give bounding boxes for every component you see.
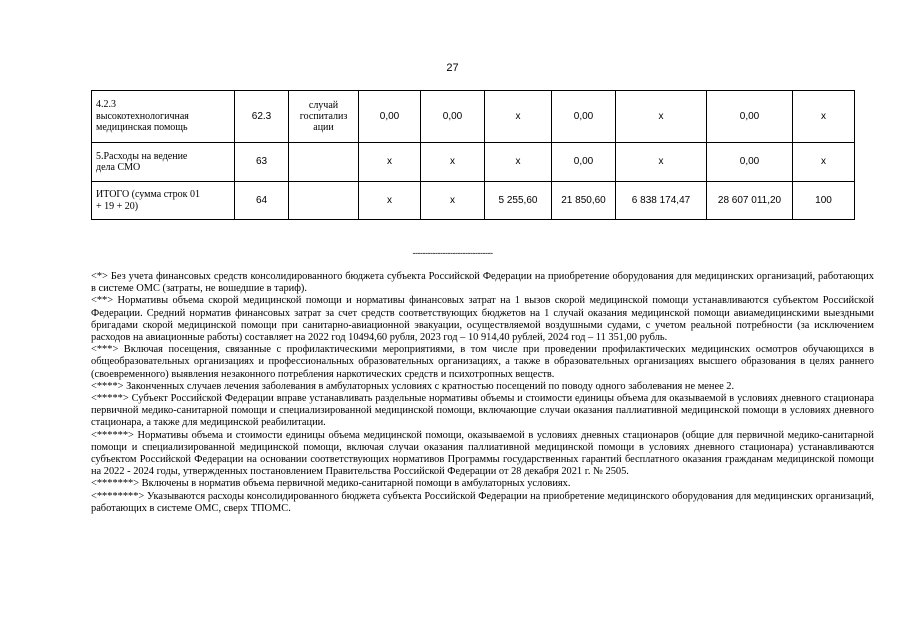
value-cell: x [421, 182, 485, 220]
unit-cell: случай госпитализ ации [289, 91, 359, 143]
value-cell: 21 850,60 [552, 182, 616, 220]
value-cell: 0,00 [552, 91, 616, 143]
value-cell: x [793, 143, 855, 182]
footnotes [91, 271, 874, 515]
value-cell: 100 [793, 182, 855, 220]
financial-table [91, 90, 855, 220]
value-cell: 0,00 [552, 143, 616, 182]
footnote: <********> Указываются расходы консолидированного бюджета субъекта Российской Федерации на приобретение медицинского оборудования для медицинских организаций, работающих в системе ОМС, сверх ТПОМС. [91, 490, 874, 514]
table-row [92, 143, 855, 182]
value-cell: x [616, 91, 707, 143]
table-row [92, 182, 855, 220]
value-cell: 0,00 [359, 91, 421, 143]
footnote: <****> Законченных случаев лечения заболевания в амбулаторных условиях с кратностью посещений по поводу одного заболевания не менее 2. [91, 380, 735, 392]
footnote: <***> Включая посещения, связанные с профилактическими мероприятиями, в том числе при проведении профилактических медицинских осмотров обучающихся в общеобразовательных организациях и профессиональных образовательных организациях, а также в образовательных организациях высшего образования в целях раннего (своевременного) выявления незаконного потребления наркотических средств и психотропных веществ. [91, 344, 874, 380]
footnote-separator: -------------------------------- [412, 248, 493, 258]
row-number-cell: 63 [235, 143, 289, 182]
row-name-cell: ИТОГО (сумма строк 01 + 19 + 20) [92, 182, 235, 220]
value-cell: x [793, 91, 855, 143]
footnote: <*> Без учета финансовых средств консолидированного бюджета субъекта Российской Федерации на приобретение оборудования для медицинских организаций, работающих в системе ОМС (затраты, не вошедшие в тариф). [91, 271, 874, 295]
footnote: <*****> Субъект Российской Федерации вправе устанавливать раздельные нормативы объемы и стоимости единицы объема для оказываемой в условиях дневного стационара первичной медико-санитарной помощи и специализированной медицинской помощи, включающие случаи оказания паллиативной медицинской помощи в условиях дневного стационара, а также для медицинской реабилитации. [91, 393, 874, 429]
value-cell: 0,00 [707, 91, 793, 143]
value-cell: x [616, 143, 707, 182]
value-cell: 28 607 011,20 [707, 182, 793, 220]
row-name-cell: 5.Расходы на ведение дела СМО [92, 143, 235, 182]
value-cell: x [485, 91, 552, 143]
row-number-cell: 64 [235, 182, 289, 220]
value-cell: 5 255,60 [485, 182, 552, 220]
footnote: <******> Нормативы объема и стоимости единицы объема медицинской помощи, оказываемой в условиях дневных стационаров (общие для первичной медико-санитарной помощи и специализированной медицинской помощи, включая случаи оказания паллиативной медицинской помощи в условиях дневного стационара) устанавливаются субъектом Российской Федерации на основании соответствующих нормативов Программы государственных гарантий бесплатного оказания гражданам медицинской помощи на 2022 - 2024 годы, утвержденных постановлением Правительства Российской Федерации от 28 декабря 2021 г. № 2505. [91, 429, 874, 478]
value-cell: x [359, 143, 421, 182]
table-row [92, 91, 855, 143]
row-name-cell: 4.2.3 высокотехнологичная медицинская помощь [92, 91, 235, 143]
row-number-cell: 62.3 [235, 91, 289, 143]
footnote: <*******> Включены в норматив объема первичной медико-санитарной помощи в амбулаторных условиях. [91, 478, 571, 490]
footnote: <**> Нормативы объема скорой медицинской помощи и нормативы финансовых затрат на 1 вызов скорой медицинской помощи устанавливаются субъектом Российской Федерации. Средний норматив финансовых затрат за счет средств соответствующих бюджетов на 1 случай оказания медицинской помощи авиамедицинскими выездными бригадами скорой медицинской помощи при санитарно-авиационной эвакуации, осуществляемой воздушными судами, с учетом реальной потребности (за исключением расходов на авиационные работы) составляет на 2022 год 10494,60 рубля, 2023 год – 10 914,40 рублей, 2024 год – 11 351,00 рубль. [91, 295, 874, 344]
value-cell: x [359, 182, 421, 220]
value-cell: 0,00 [421, 91, 485, 143]
value-cell: 6 838 174,47 [616, 182, 707, 220]
value-cell: x [485, 143, 552, 182]
value-cell: x [421, 143, 485, 182]
unit-cell [289, 143, 359, 182]
page-number: 27 [446, 62, 459, 74]
unit-cell [289, 182, 359, 220]
value-cell: 0,00 [707, 143, 793, 182]
